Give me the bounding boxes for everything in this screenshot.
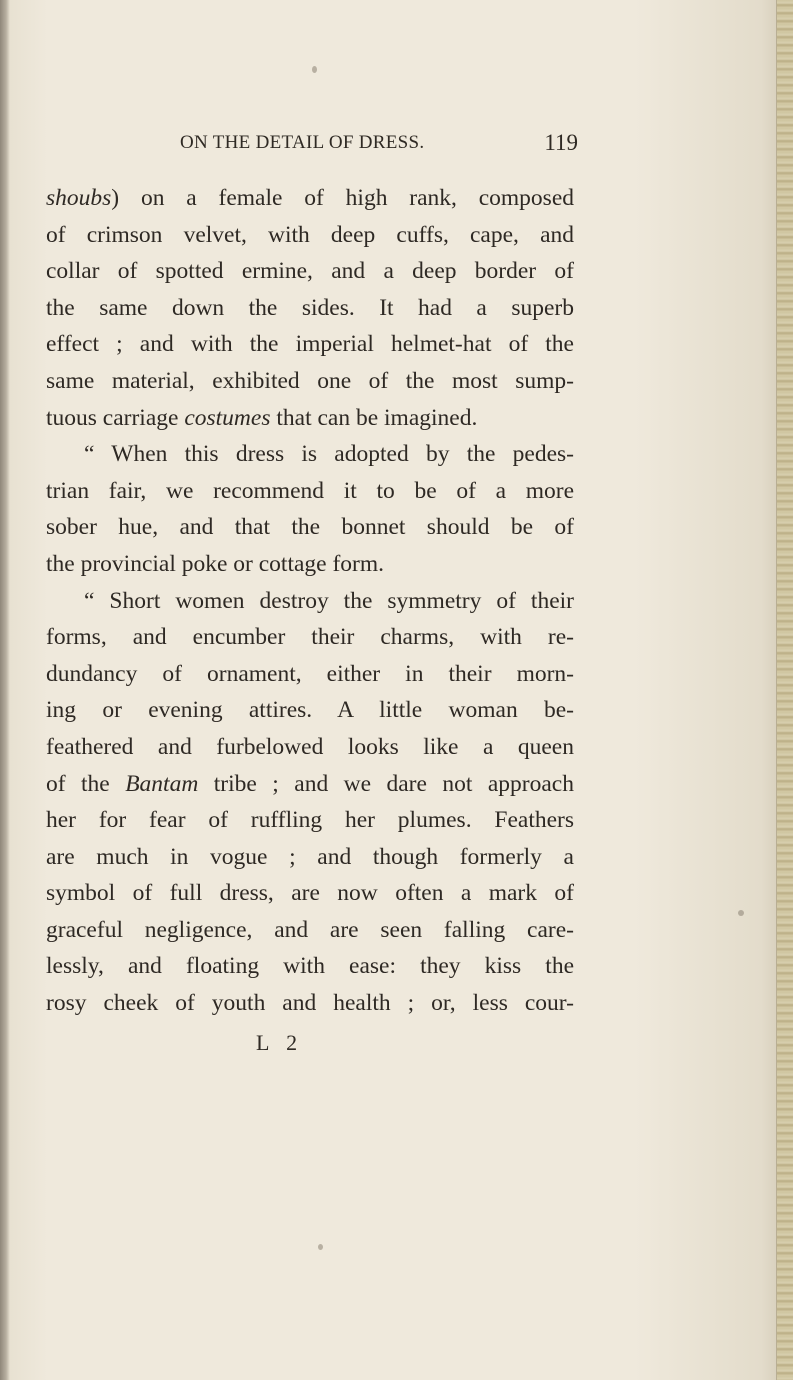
text-line: her for fear of ruffling her plumes. Feathers [46, 807, 574, 834]
italic-word: shoubs [46, 185, 112, 211]
text-line: graceful negligence, and are seen falling care- [46, 916, 574, 943]
paper-speck [312, 66, 317, 73]
italic-word: costumes [184, 404, 271, 431]
text-line: dundancy of ornament, either in their morn- [46, 660, 574, 687]
paper-speck [738, 910, 744, 916]
running-head: ON THE DETAIL OF DRESS. [180, 132, 425, 153]
text-line: lessly, and floating with ease: they kiss the [46, 953, 574, 980]
text-line: are much in vogue ; and though formerly a [46, 843, 574, 870]
text-line: tuous carriage costumes that can be imagined. [46, 404, 478, 431]
body-text [46, 180, 574, 1022]
italic-word: Bantam [125, 770, 199, 797]
text-line: symbol of full dress, are now often a mark of [46, 880, 574, 907]
text-line: of the Bantam tribe ; and we dare not approach [46, 770, 574, 797]
text-line: trian fair, we recommend it to be of a more [46, 477, 574, 504]
text-line: the same down the sides. It had a superb [46, 294, 574, 321]
page-fore-edge [776, 0, 793, 1380]
page-number: 119 [544, 130, 578, 155]
signature-mark: L 2 [256, 1030, 304, 1055]
text-line: shoubs) on a female of high rank, composed [46, 185, 574, 211]
text-line: of crimson velvet, with deep cuffs, cape, and [46, 221, 574, 248]
text-line: collar of spotted ermine, and a deep border of [46, 258, 574, 285]
text-line: feathered and furbelowed looks like a queen [46, 733, 574, 760]
text-line: rosy cheek of youth and health ; or, less cour- [46, 990, 574, 1017]
page-header [46, 130, 578, 162]
text-line: “ When this dress is adopted by the pedes- [84, 441, 574, 468]
text-line: sober hue, and that the bonnet should be of [46, 514, 574, 541]
text-line: “ Short women destroy the symmetry of their [84, 587, 574, 614]
text-line: forms, and encumber their charms, with re- [46, 624, 574, 651]
text-line: the provincial poke or cottage form. [46, 550, 385, 577]
text-line: ing or evening attires. A little woman be- [46, 697, 574, 724]
paper-speck [318, 1244, 323, 1250]
text-line: effect ; and with the imperial helmet-hat of the [46, 331, 574, 358]
text-line: same material, exhibited one of the most sump- [46, 367, 574, 394]
page-gutter-shadow [0, 0, 10, 1380]
